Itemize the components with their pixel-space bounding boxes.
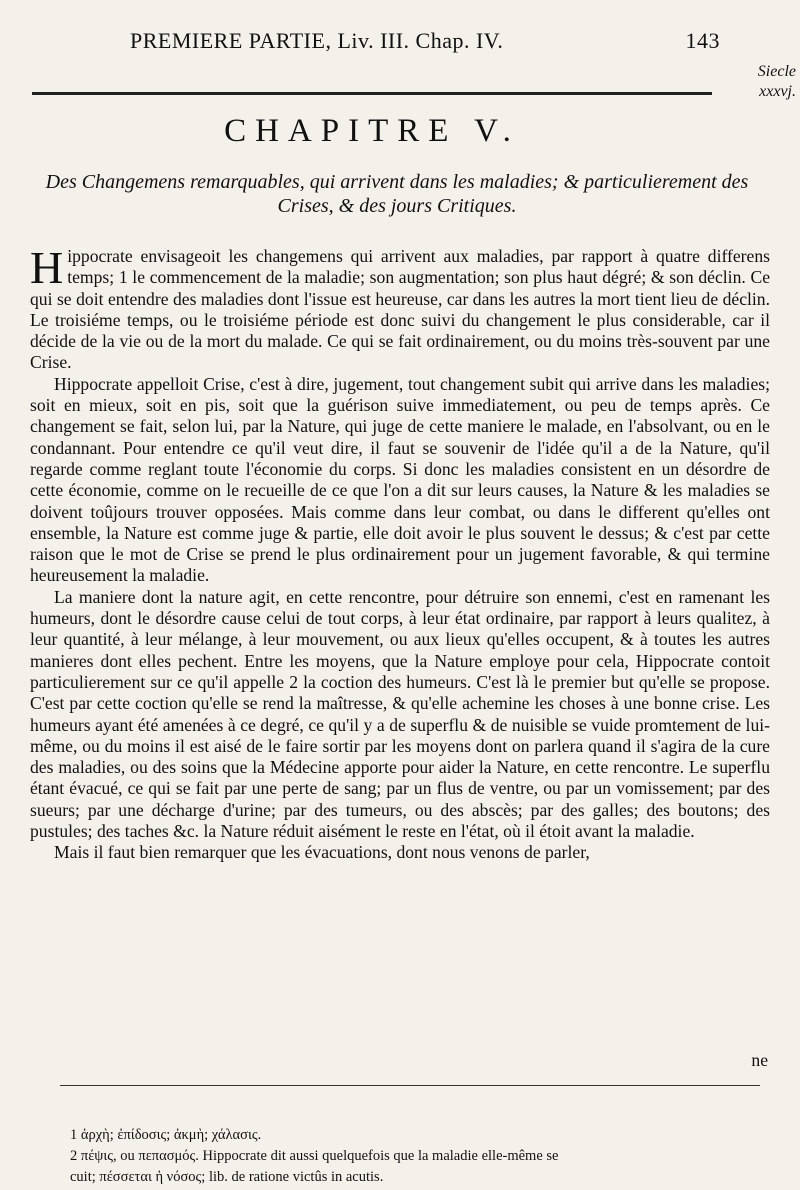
paragraph-1-text: ippocrate envisageoit les changemens qui arrivent aux maladies, par rapport à quatre differens temps; 1 le commencement de la maladie; son augmentation; son plus haut dégré; & son déclin. Ce qui se doit entendre des maladies dont l'issue est heureuse, car dans les autres la mort tient lieu de déclin. Le troisiéme temps, ou le troisiéme période est donc suivi du changement le plus considerable, car il décide de la vie ou de la mort du malade. Ce qui se fait ordinairement, ou du moins très-souvent par une Crise. bbox=[30, 246, 770, 373]
footnote-2-line-2: cuit; πέσσεται ἡ νόσος; lib. de ratione victûs in acutis. bbox=[70, 1169, 384, 1185]
paragraph-2: Hippocrate appelloit Crise, c'est à dire, jugement, tout changement subit qui arrive dans les maladies; soit en mieux, soit en pis, soit que la guérison suive immediatement, ou peu de temps après. Ce changement se fait, selon lui, par la Nature, qui juge de cette maniere le malade, en l'absolvant, ou en le condannant. Pour entendre ce qu'il veut dire, il faut se souvenir de l'idée qu'il a de la Nature, qu'il regarde comme reglant toute l'économie du corps. Si donc les maladies consistent en un désordre de cette économie, comme on le recueille de ce que l'on a dit sur leurs causes, la Nature & les maladies se doivent toûjours trouver opposées. Mais comme dans leur combat, ou dans le different qu'elles ont ensemble, la Nature est comme juge & partie, elle doit avoir le plus souvent le dessus; & c'est par cette raison que le mot de Crise se prend le plus ordinairement pour un jugement favorable, & qui termine heureusement la maladie. bbox=[30, 373, 770, 586]
paragraph-1 bbox=[30, 242, 770, 374]
running-head-title: PREMIERE PARTIE, Liv. III. Chap. IV. bbox=[130, 28, 504, 53]
running-head bbox=[130, 28, 720, 54]
footnote-rule bbox=[60, 1085, 760, 1086]
paragraph-4: Mais il faut bien remarquer que les évacuations, dont nous venons de parler, bbox=[54, 842, 590, 863]
margin-note-century: Siecle xxxvj. bbox=[757, 63, 796, 100]
paragraph-3: La maniere dont la nature agit, en cette rencontre, pour détruire son ennemi, c'est en ramenant les humeurs, dont le désordre cause celui de tout corps, à leur état ordinaire, par rapport à leurs qualitez, à leur quantité, à leur mélange, à leur mouvement, ou aux lieux qu'elles occupent, & à toutes les autres manieres dont elles pechent. Entre les moyens, que la Nature employe pour cela, Hippocrate contoit particulierement sur ce qu'il appelle 2 la coction des humeurs. C'est là le premier but qu'elle se propose. C'est par cette coction qu'elle se rend la maîtresse, & qu'elle achemine les choses à une bonne crise. Les humeurs ayant été amenées à ce degré, ce qu'il y a de superflu & de nuisible se vuide promtement de lui-même, ou du moins il est aisé de le faire sortir par les moyens dont on parlera quand il s'agira de la cure des maladies, ou des soins que la Médecine apporte pour aider la Nature, en cette rencontre. Le superflu étant évacué, ce qui se fait par une perte de sang; par un flus de ventre, ou par un vomissement; par des sueurs; par une décharge d'urine; par des tumeurs, ou des abscès; par des galles; des boutons; des pustules; des taches &c. la Nature réduit aisément le reste en l'état, où il étoit avant la maladie. bbox=[30, 586, 770, 842]
chapter-subtitle: Des Changemens remarquables, qui arrivent dans les maladies; & particulierement des Crises, & des jours Critiques. bbox=[45, 171, 749, 217]
chapter-title: CHAPITRE V. bbox=[224, 113, 520, 149]
body-text bbox=[30, 242, 770, 864]
catchword: ne bbox=[751, 1050, 768, 1070]
page-number: 143 bbox=[685, 28, 720, 53]
drop-cap: H bbox=[30, 242, 64, 293]
footnote-2-line-1: 2 πέψις, ou πεπασμός. Hippocrate dit aussi quelquefois que la maladie elle-même se bbox=[70, 1148, 559, 1164]
footnotes bbox=[70, 1125, 760, 1188]
header-rule bbox=[32, 92, 712, 95]
footnote-1: 1 ἀρχὴ; ἐπίδοσις; ἀκμὴ; χάλασις. bbox=[70, 1127, 262, 1143]
